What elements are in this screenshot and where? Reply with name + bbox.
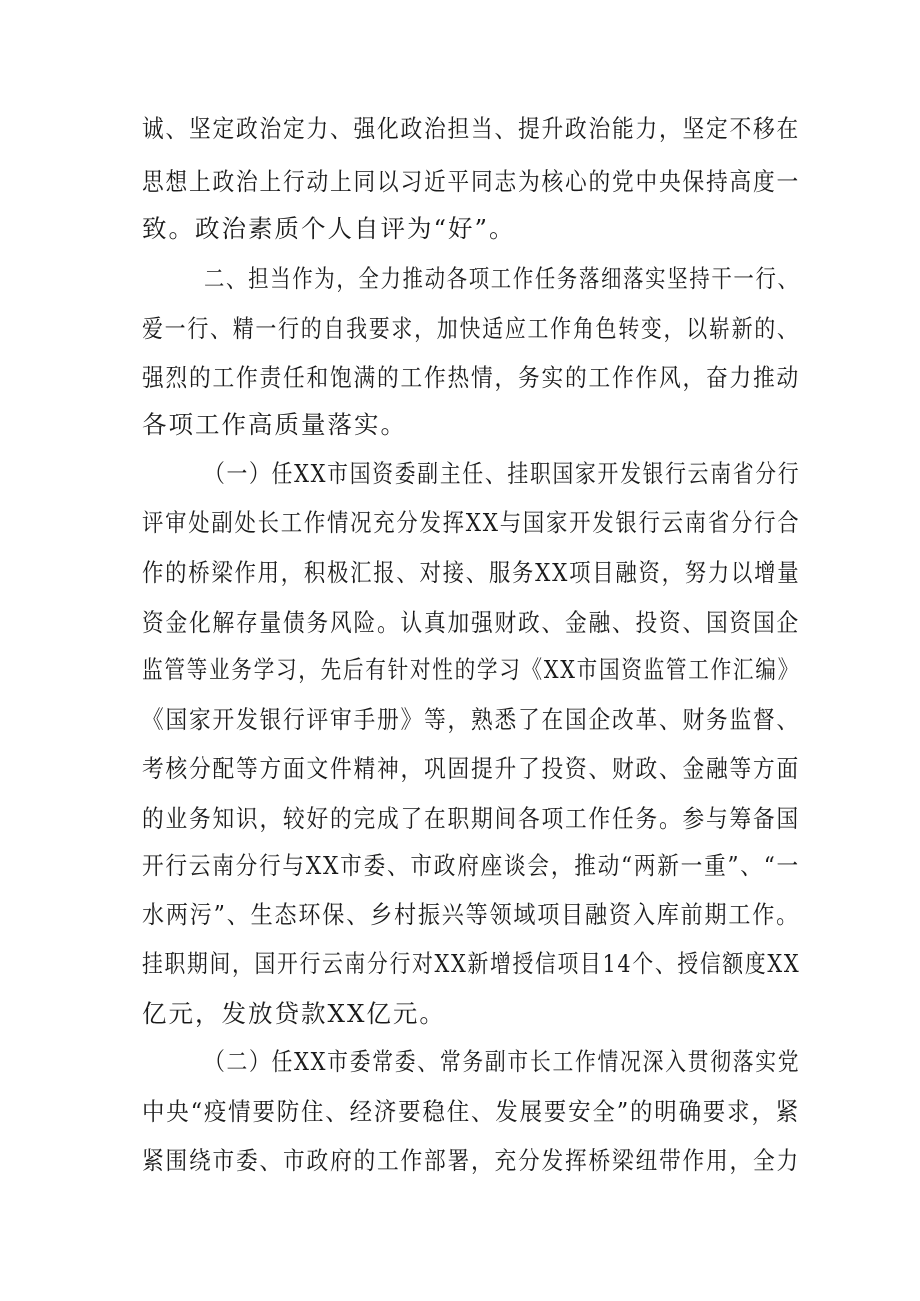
text-line: 监管等业务学习，先后有针对性的学习《XX市国资监管工作汇编》 — [142, 655, 800, 684]
text-line: 强烈的工作责任和饱满的工作热情，务实的工作作风，奋力推动 — [142, 363, 801, 392]
text-line: 考核分配等方面文件精神，巩固提升了投资、财政、金融等方面 — [142, 754, 801, 783]
text-line: 二、担当作为，全力推动各项工作任务落细落实坚持干一行、 — [204, 264, 800, 293]
text-line: 评审处副处长工作情况充分发挥XX与国家开发银行云南省分行合 — [142, 508, 801, 537]
text-line: 诚、坚定政治定力、强化政治担当、提升政治能力，坚定不移在 — [142, 114, 801, 143]
text-line: 资金化解存量债务风险。认真加强财政、金融、投资、国资国企 — [142, 608, 801, 637]
text-line: 爱一行、精一行的自我要求，加快适应工作角色转变，以崭新的、 — [142, 314, 800, 343]
text-line: 《国家开发银行评审手册》等，熟悉了在国企改革、财务监督、 — [142, 705, 801, 734]
text-line: 紧围绕市委、市政府的工作部署，充分发挥桥梁纽带作用，全力 — [142, 1146, 801, 1175]
text-line: （二）任XX市委常委、常务副市长工作情况深入贯彻落实党 — [204, 1047, 801, 1076]
text-line: 的业务知识，较好的完成了在职期间各项工作任务。参与筹备国 — [142, 804, 801, 833]
text-line: 各项工作高质量落实。 — [142, 410, 407, 439]
text-line: 中央“疫情要防住、经济要稳住、发展要安全”的明确要求，紧 — [142, 1097, 801, 1126]
text-line: 水两污”、生态环保、乡村振兴等领域项目融资入库前期工作。 — [142, 900, 801, 929]
text-line: 亿元，发放贷款XX亿元。 — [142, 999, 446, 1028]
text-line: 挂职期间，国开行云南分行对XX新增授信项目14个、授信额度XX — [142, 949, 801, 978]
text-line: 开行云南分行与XX市委、市政府座谈会，推动“两新一重”、“一 — [142, 851, 800, 880]
text-line: （一）任XX市国资委副主任、挂职国家开发银行云南省分行 — [204, 459, 801, 488]
text-line: 作的桥梁作用，积极汇报、对接、服务XX项目融资，努力以增量 — [142, 558, 801, 587]
text-line: 思想上政治上行动上同以习近平同志为核心的党中央保持高度一 — [142, 167, 801, 196]
text-line: 致。政治素质个人自评为“好”。 — [142, 214, 516, 243]
